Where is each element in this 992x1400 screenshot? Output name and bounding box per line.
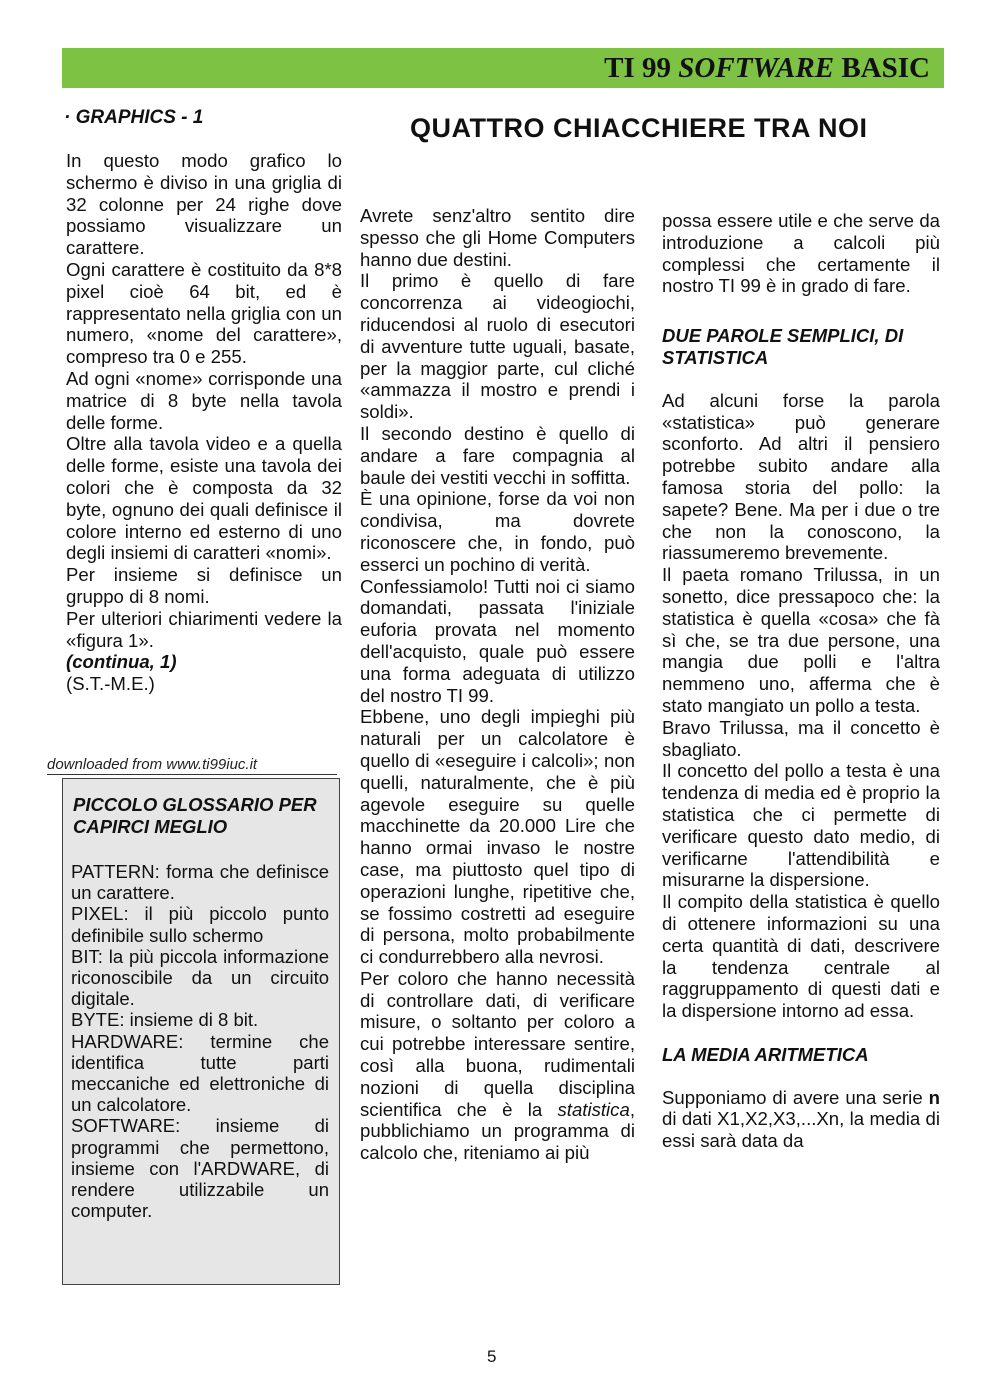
paragraph: possa essere utile e che serve da introduzione a calcoli più complessi che certamente il nostro TI 99 è in grado di fare. (662, 210, 940, 297)
paragraph: Avrete senz'altro sentito dire spesso che gli Home Computers hanno due destini. (360, 205, 635, 270)
paragraph: Il primo è quello di fare concorrenza ai videogiochi, riducendosi al ruolo di esecutori di avventure tutte uguali, basate, per la maggior parte, cul cliché «ammazza il mostro e prendi i soldi». (360, 270, 635, 423)
paragraph (662, 1087, 940, 1152)
glossary-entry: BIT: la più piccola informazione riconoscibile da un circuito digitale. (71, 945, 329, 1010)
header-title-basic: BASIC (834, 52, 930, 84)
paragraph-text: Supponiamo di avere una serie (662, 1086, 929, 1108)
paragraph: Ebbene, uno degli impieghi più naturali per un calcolatore è quello di «eseguire i calcoli»; non quelli, naturalmente, che è più agevole eseguire su quelle macchinette da 20.000 Lire che hanno ormai invaso le nostre case, ma piuttosto quel tipo di operazioni lunghe, ripetitive che, se fossimo costretti ad eseguire di persona, molto probabilmente ci condurrebbero alla nevrosi. (360, 706, 635, 968)
paragraph-text: Per coloro che hanno necessità di controllare dati, di verificare misure, o soltanto per coloro a cui potrebbe interessare sentire, così alla buona, rudimentali nozioni di quella disciplina scientifica che è la (360, 967, 635, 1120)
glossary-entry: BYTE: insieme di 8 bit. (71, 1009, 259, 1031)
paragraph-text: di dati X1,X2,X3,...Xn, la media di essi sarà data da (662, 1108, 940, 1152)
download-note: downloaded from www.ti99iuc.it (47, 756, 337, 775)
paragraph: Per ulteriori chiarimenti vedere la «figura 1». (66, 607, 342, 651)
glossary-box (62, 778, 340, 1285)
subheading-media: LA MEDIA ARITMETICA (662, 1043, 869, 1065)
glossary-entry: PATTERN: forma che definisce un carattere. (71, 861, 329, 904)
paragraph: È una opinione, forse da voi non condivisa, ma dovrete riconoscere che, in fondo, può esserci un pochino di verità. (360, 488, 635, 575)
signoff-authors: (S.T.-M.E.) (66, 673, 155, 695)
paragraph: Bravo Trilussa, ma il concetto è sbagliato. (662, 716, 940, 760)
glossary-title: PICCOLO GLOSSARIO PER CAPIRCI MEGLIO (73, 794, 317, 837)
left-column (66, 150, 342, 695)
glossary-entry: SOFTWARE: insieme di programmi che permettono, insieme con l'ARDWARE, di rendere utilizzabile un computer. (71, 1115, 329, 1222)
variable-n: n (928, 1086, 940, 1108)
header-title-software: SOFTWARE (678, 52, 835, 84)
paragraph: Confessiamolo! Tutti noi ci siamo domandati, passata l'iniziale euforia provata nel momento dell'acquisto, quale può essere una forma adeguata di utilizzo del nostro TI 99. (360, 575, 635, 706)
section-label-graphics: · GRAPHICS - 1 (64, 107, 204, 128)
paragraph: Oltre alla tavola video e a quella delle forme, esiste una tavola dei colori che è composta da 32 byte, ognuno dei quali definisce il colore interno ed esterno di uno degli insiemi di caratteri «nomi». (66, 433, 342, 564)
subheading-statistica: DUE PAROLE SEMPLICI, DI STATISTICA (662, 325, 904, 368)
paragraph: Il concetto del pollo a testa è una tendenza di media ed è proprio la statistica che ci permette di verificare questo dato medio, di verificarne l'attendibilità e misurarne la dispersione. (662, 760, 940, 891)
paragraph (360, 968, 635, 1164)
paragraph: Il secondo destino è quello di andare a fare compagnia al baule dei vestiti vecchi in soffitta. (360, 422, 635, 488)
paragraph: Per insieme si definisce un gruppo di 8 nomi. (66, 564, 342, 607)
paragraph: Ogni carattere è costituito da 8*8 pixel cioè 64 bit, ed è rappresentato nella griglia con un numero, «nome del carattere», compreso tra 0 e 255. (66, 258, 342, 368)
glossary-entry: PIXEL: il più piccolo punto definibile sullo schermo (71, 903, 329, 946)
paragraph: Il compito della statistica è quello di ottenere informazioni su una certa quantità di dati, descrivere la tendenza centrale al raggruppamento di questi dati e la dispersione intorno ad essa. (662, 891, 940, 1022)
header-title (604, 52, 930, 85)
emphasis-statistica: statistica (557, 1098, 630, 1120)
paragraph: Il paeta romano Trilussa, in un sonetto, dice pressapoco che: la statistica è quella «cosa» che fà sì che, se tra due persone, una mangia due polli e l'altra nemmeno uno, afferma che è stato mangiato un pollo a testa. (662, 564, 940, 716)
article-title: QUATTRO CHIACCHIERE TRA NOI (410, 113, 868, 143)
paragraph: Ad alcuni forse la parola «statistica» può generare sconforto. Ad altri il pensiero potrebbe subito andare alla famosa storia del pollo: la sapete? Bene. Ma per i due o tre che non la conoscono, la riassumeremo brevemente. (662, 389, 940, 564)
page-number: 5 (487, 1347, 497, 1366)
paragraph: Ad ogni «nome» corrisponde una matrice di 8 byte nella tavola delle forme. (66, 367, 342, 433)
header-title-part: TI 99 (604, 52, 679, 84)
paragraph-text: , pubblichiamo un programma di calcolo che, riteniamo ai più (360, 1098, 635, 1164)
signoff-continua: (continua, 1) (66, 651, 177, 673)
right-column (662, 210, 940, 1152)
header-bar (62, 48, 944, 88)
glossary-entry: HARDWARE: termine che identifica tutte parti meccaniche ed elettroniche di un calcolatore. (71, 1030, 329, 1116)
glossary-body (71, 861, 329, 1221)
middle-column (360, 205, 635, 1164)
paragraph: In questo modo grafico lo schermo è diviso in una griglia di 32 colonne per 24 righe dove possiamo visualizzare un carattere. (66, 150, 342, 259)
